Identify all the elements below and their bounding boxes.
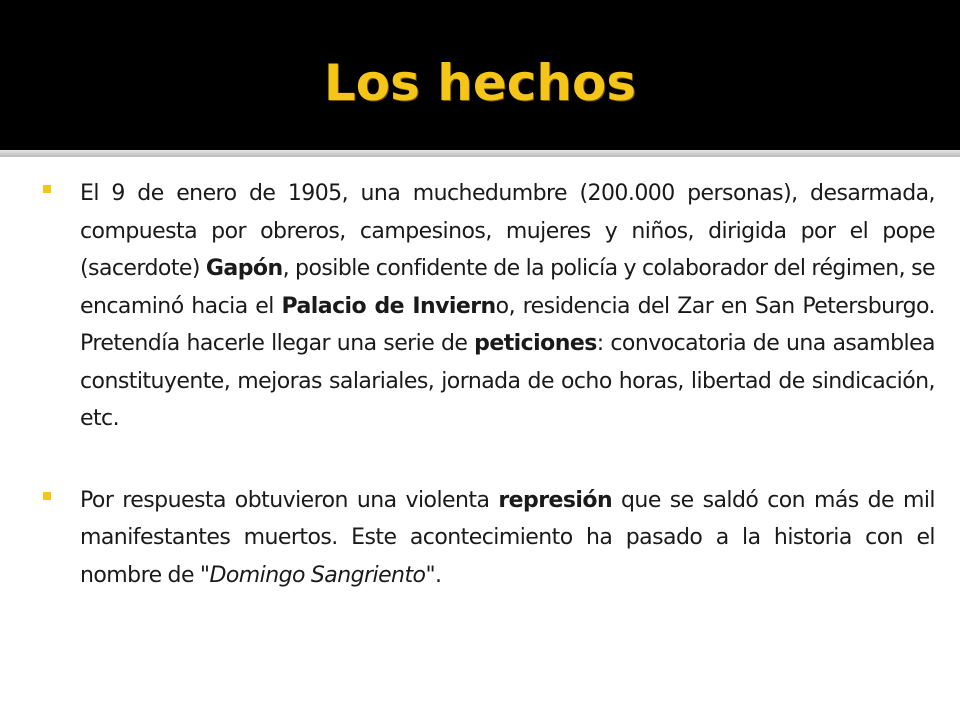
square-bullet-icon — [43, 492, 51, 500]
bullet-item — [40, 482, 935, 595]
title-divider — [0, 150, 960, 157]
text-segment: El 9 de enero de 1905, una muchedumbre (200.000 personas), desarmada, compuesta por obreros, campesinos, mujeres y niños, dirigida por el pope (sacerdote) — [80, 181, 935, 281]
text-segment: o, residencia del Zar en San Petersburgo. Pretendía hacerle llegar una serie de — [80, 293, 935, 356]
square-bullet-icon — [43, 185, 51, 193]
text-segment: , posible confidente de la policía y colaborador del régimen, se encaminó hacia el — [80, 256, 935, 319]
bullet-text — [80, 482, 935, 595]
text-segment: ". — [425, 562, 442, 588]
slide-title: Los hechos — [323, 54, 637, 112]
italic-text-segment: Domingo Sangriento — [209, 562, 426, 588]
bold-text-segment: represión — [498, 487, 613, 513]
title-bar — [0, 0, 960, 150]
bullet-text — [80, 175, 935, 438]
text-segment: : convocatoria de una asamblea constituyente, mejoras salariales, jornada de ocho horas, libertad de sindicación, etc. — [80, 331, 935, 431]
bullet-item — [40, 175, 935, 438]
bold-text-segment: Palacio de Inviern — [281, 293, 496, 319]
text-segment: Por respuesta obtuvieron una violenta — [80, 487, 499, 513]
text-segment: que se saldó con más de mil manifestantes muertos. Este acontecimiento ha pasado a la historia con el nombre de " — [80, 487, 935, 588]
bold-text-segment: peticiones — [474, 331, 597, 356]
bullet-list — [40, 175, 935, 638]
bold-text-segment: Gapón — [205, 256, 283, 281]
